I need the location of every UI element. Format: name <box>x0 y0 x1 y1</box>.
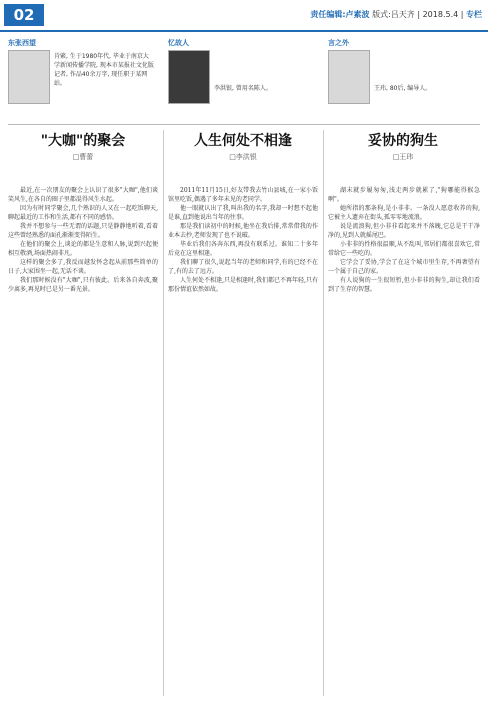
article-2-body <box>168 186 318 696</box>
article-3-body <box>328 186 480 696</box>
author-strip <box>8 38 480 125</box>
column-divider <box>323 130 324 696</box>
header-design: 版式:吕天齐 <box>372 10 415 19</box>
paragraph: 有人说狗的一生很短暂,但小非非的狗生,却让我们看到了生存的智慧。 <box>328 277 480 293</box>
article-2-byline: □李洪银 <box>229 153 257 161</box>
paragraph: 这样的聚会多了,我反而越发怀念起从前那些简单的日子,大家围坐一起,无话不谈。 <box>8 259 158 275</box>
article-3-byline: □王玮 <box>392 153 414 161</box>
paragraph: 我并不想参与一些无谓的话题,只是静静地听着,看着这些曾经熟悉的面孔渐渐变得陌生。 <box>8 223 158 239</box>
column-divider <box>163 130 164 696</box>
paragraph: 我们那时候没有"大咖",只有彼此。后来各自奔波,聚少离多,再见时已是另一番光景。 <box>8 277 158 293</box>
page-header <box>0 0 488 32</box>
paragraph: 他一眼就认出了我,叫出我的名字,我却一时想不起他是谁,直到他说出当年的往事。 <box>168 205 318 221</box>
author-1-portrait <box>8 50 50 104</box>
author-3-bio: 王玮, 80后, 编导人。 <box>374 85 432 92</box>
paragraph: 她所指的那条狗,是小非非。一条没人愿意收养的狗,它被主人遗弃在街头,孤零零地流浪。 <box>328 205 480 221</box>
author-3-tag: 言之外 <box>328 39 349 47</box>
paragraph: 2011年11月15日,好友带我去竹山县城,在一家小饭馆里吃饭,偶遇了多年未见的老同学。 <box>168 187 318 203</box>
author-1 <box>8 38 158 122</box>
author-1-tag: 东张西望 <box>8 39 36 47</box>
article-1-byline: □曹蕾 <box>72 153 94 161</box>
author-2 <box>168 38 318 122</box>
paragraph: 最近,在一次朋友的聚会上认识了很多"大咖",他们谈笑风生,在各自的圈子里都混得风生水起。 <box>8 187 158 203</box>
paragraph: 因为有时同学聚会,几个熟识的人又在一起吃饭聊天,聊起最近的工作和生活,都有不同的感悟。 <box>8 205 158 221</box>
author-1-bio: 肯綮, 生于1980年代, 毕业于南京大学新闻传播学院, 现本市某报社文化版记者, 作品40余万字, 现任职于某网站。 <box>54 53 154 87</box>
paragraph: 湖末就步履匆匆,浅走两步就累了,"狗哪能得猴急啊"。 <box>328 187 480 203</box>
header-editor: 责任编辑:卢素波 <box>310 10 370 19</box>
header-date: 2018.5.4 <box>422 10 459 19</box>
page-number: 02 <box>4 4 44 26</box>
paragraph: 在他们的聚会上,谈论的都是生意和人脉,说到兴起便相互敬酒,场面热闹非凡。 <box>8 241 158 257</box>
article-titles <box>8 130 480 180</box>
author-2-bio: 李洪银, 曾用名陈人。 <box>214 85 272 92</box>
paragraph: 人生何处不相逢,只是相逢时,我们都已不再年轻,只有那份情谊依然如故。 <box>168 277 318 293</box>
author-3-portrait <box>328 50 370 104</box>
article-2-title: 人生何处不相逢 <box>194 133 292 149</box>
author-2-portrait <box>168 50 210 104</box>
paragraph: 说是流浪狗,但小非非看起来并不落魄,它总是干干净净的,见到人就摇尾巴。 <box>328 223 480 239</box>
header-info: 责任编辑:卢素波 版式:吕天齐 | 2018.5.4 | 专栏 <box>310 10 482 19</box>
article-1-title: "大咖"的聚会 <box>40 133 126 149</box>
header-column: 专栏 <box>466 10 482 19</box>
author-3 <box>328 38 480 122</box>
author-2-tag: 忆故人 <box>168 39 189 47</box>
paragraph: 那是我们读初中的时候,他坐在我后排,常常借我的作业本去抄,老师发现了也不说破。 <box>168 223 318 239</box>
paragraph: 小非非的性格很温顺,从不乱叫,邻居们都很喜欢它,常常给它一些吃的。 <box>328 241 480 257</box>
paragraph: 毕业后我们各奔东西,再没有联系过。谁知二十多年后竟在这里相逢。 <box>168 241 318 257</box>
article-3-title: 妥协的狗生 <box>368 133 438 149</box>
paragraph: 它学会了妥协,学会了在这个城市里生存,不再奢望有一个属于自己的家。 <box>328 259 480 275</box>
paragraph: 我们聊了很久,说起当年的老师和同学,有的已经不在了,有的去了远方。 <box>168 259 318 275</box>
article-1-body <box>8 186 158 696</box>
